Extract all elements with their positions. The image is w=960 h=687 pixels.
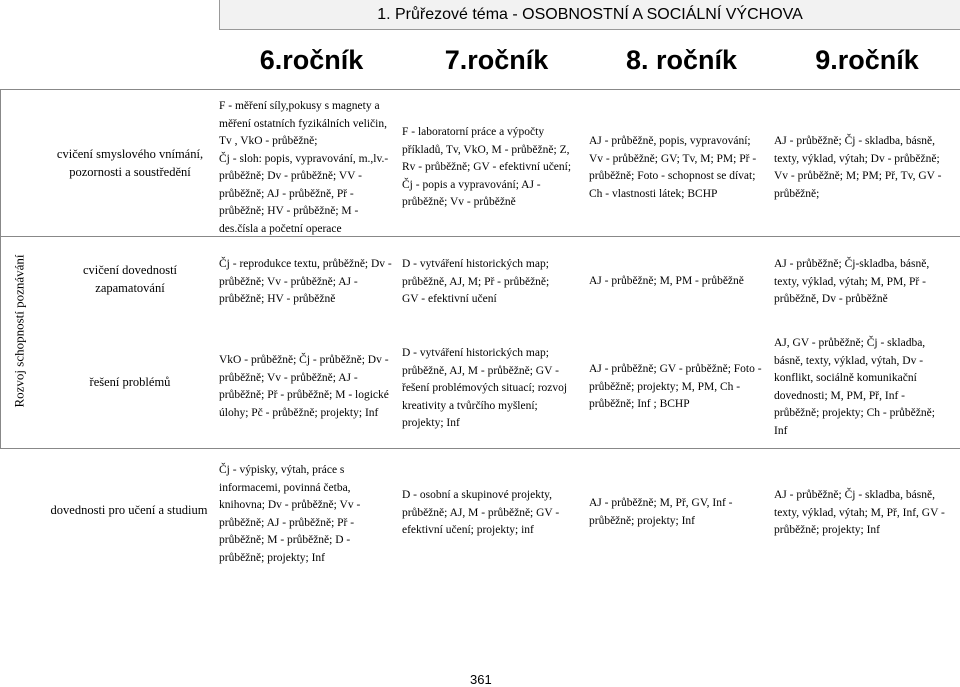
cell-r4-g7: D - osobní a skupinové projekty, průběžně; AJ, M - průběžně; GV - efektivní učení; projekty; inf	[402, 489, 560, 536]
cell-r3-g7: D - vytváření historických map; průběžně, AJ, M - průběžně; GV - řešení problémových situací; rozvoj kreativity a tvůrčího myšlení; projekty; Inf	[402, 347, 568, 429]
cell-r3-g9: AJ, GV - průběžně; Čj - skladba, básně, texty, výklad, výtah, Dv - konflikt, sociálně komunikační dovednosti; M, PM, Př, Inf - průběžně; projekty; Ch - průběžně; Inf	[774, 337, 935, 437]
cell-r4-g6: Čj - výpisky, výtah, práce s informacemi, povinná četba, knihovna; Dv - průběžně; Vv - průběžně; AJ - průběžně; Př - průběžně; M - průběžně; D - průběžně; projekty; Inf	[219, 464, 361, 564]
row-label-zapamatovani: cvičení dovedností zapamatování	[82, 263, 178, 295]
side-category-text: Rozvoj schopností poznávání	[12, 254, 27, 408]
page-number: 361	[470, 672, 492, 687]
grade-header-8: 8. ročník	[625, 44, 738, 75]
cell-r1-g9: AJ - průběžně; Čj - skladba, básně, texty, výklad, výtah; Dv - průběžně; Vv - průběžně; M; PM; Př, Tv, GV - průběžně;	[774, 135, 942, 200]
section-title-text: 1. Průřezové téma - OSOBNOSTNÍ A SOCIÁLNÍ VÝCHOVA	[377, 5, 803, 23]
table-top-rule	[0, 89, 960, 90]
grade-header-7: 7.ročník	[444, 44, 549, 75]
row-divider-1	[0, 236, 960, 237]
cell-r3-g8: AJ - průběžně; GV - průběžně; Foto - průběžně; projekty; M, PM, Ch - průběžně; Inf ; BCHP	[589, 363, 762, 410]
cell-r4-g9: AJ - průběžně; Čj - skladba, básně, texty, výklad, výtah; M, Př, Inf, GV - průběžně; projekty; Inf	[774, 489, 945, 536]
cell-r1-g6: F - měření síly,pokusy s magnety a měření ostatních fyzikálních veličin, Tv , VkO - průběžně; Čj - sloh: popis, vypravování, m.,lv.- průběžně; Dv - průběžně; VV - průběžně; AJ - průběžně, Př - průběžně; HV - průběžně; M - des.čísla a početní operace	[219, 100, 389, 235]
row-label-uceni-studium: dovednosti pro učení a studium	[50, 503, 208, 517]
row-label-vnimani: cvičení smyslového vnímání, pozornosti a soustředění	[56, 147, 204, 179]
cell-r1-g8: AJ - průběžně, popis, vypravování; Vv - průběžně; GV; Tv, M; PM; Př - průběžně; Foto - schopnost se dívat; Ch - vlastnosti látek; BCHP	[589, 135, 757, 200]
cell-r2-g7: D - vytváření historických map; průběžně, AJ, M; Př - průběžně; GV - efektivní učení	[402, 258, 550, 305]
grade-header-6: 6.ročník	[259, 44, 364, 75]
cell-r1-g7: F - laboratorní práce a výpočty příkladů, Tv, VkO, M - průběžně; Z, Rv - průběžně; GV - efektivní učení; Čj - popis a vypravování; AJ - průběžně; Vv - průběžně	[402, 126, 572, 208]
section-title	[219, 0, 960, 30]
row-label-reseni-problemu: řešení problémů	[89, 375, 171, 389]
cell-r2-g6: Čj - reprodukce textu, průběžně; Dv - průběžně; Vv - průběžně; AJ - průběžně; HV - průběžně	[219, 258, 392, 305]
cell-r2-g9: AJ - průběžně; Čj-skladba, básně, texty, výklad, výtah; M, PM, Př - průběžně, Dv - průběžně	[774, 258, 930, 305]
cell-r4-g8: AJ - průběžně; M, Př, GV, Inf - průběžně; projekty; Inf	[589, 497, 733, 527]
cell-r3-g6: VkO - průběžně; Čj - průběžně; Dv - průběžně; Vv - průběžně; AJ - průběžně; Př - průběžně; M - logické úlohy; Pč - průběžně; projekty; Inf	[219, 354, 389, 419]
side-category-label	[9, 236, 31, 426]
grade-header-9: 9.ročník	[815, 44, 919, 75]
cell-r2-g8: AJ - průběžně; M, PM - průběžně	[589, 275, 744, 287]
row-divider-2	[0, 448, 960, 449]
left-rule	[0, 89, 1, 448]
